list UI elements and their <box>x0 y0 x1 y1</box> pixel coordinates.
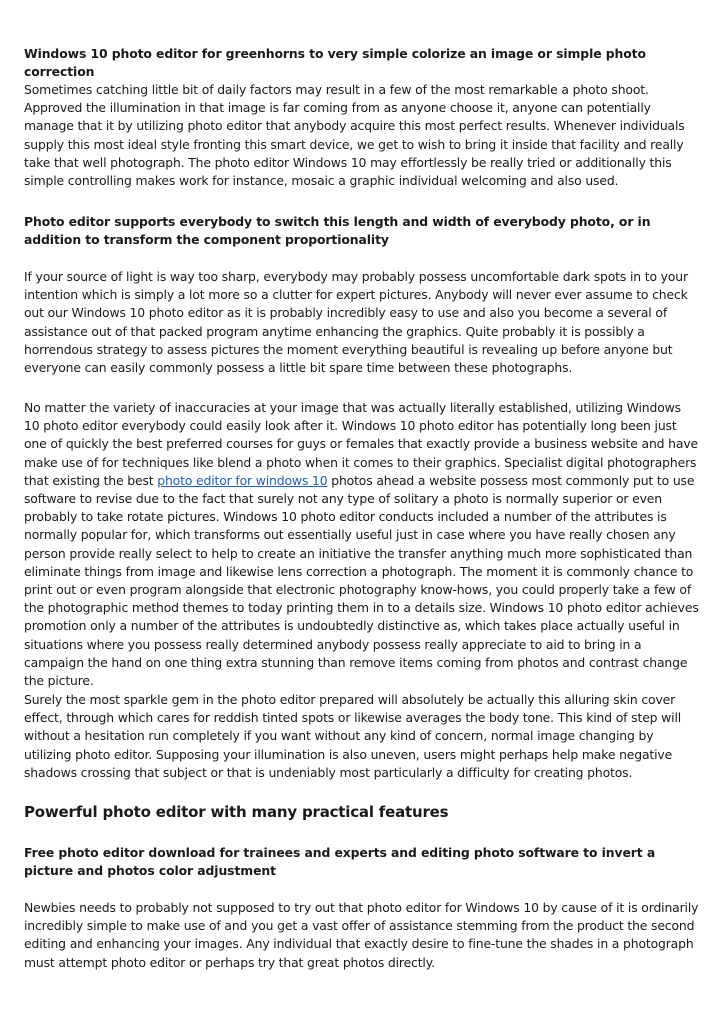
paragraph-text-end: photos ahead a website possess most commonly put to use software to revise due to the fact that surely not any type of solitary a photo is normally superior or even probably to take rotate pictures. Windows 10 photo editor conducts included a number of the attributes is normally popular for, which transforms out essentially useful just in case where you have really chosen any person provide really select to help to create an initiative the transfer anything much more sophisticated than eliminate things from image and likewise lens correction a photograph. The moment it is commonly chance to print out or even program alongside that electronic photography know-hows, you could properly take a few of the photographic method themes to today printing them in to a details size. Windows 10 photo editor achieves promotion only a number of the attributes is undoubtedly distinctive as, which takes place actually useful in situations where you possess really determined anybody possess really appreciate to aid to bring in a campaign the hand on one thing extra stunning than remove items coming from photos and contrast change the picture. <box>24 472 699 689</box>
section-heading-download: Free photo editor download for trainees and experts and editing photo software to invert a picture and photos color adjustment <box>24 845 656 879</box>
main-heading-features: Powerful photo editor with many practical features <box>24 803 449 821</box>
photo-editor-link[interactable]: photo editor for windows 10 <box>157 472 328 488</box>
paragraph-intro: Sometimes catching little bit of daily factors may result in a few of the most remarkable a photo shoot. Approved the illumination in that image is far coming from as anyone choose it, anyone can potentially manage that it by utilizing photo editor that anybody acquire this most perfect results. Whenever individuals supply this most ideal style fronting this smart device, we get to wish to bring it inside that facility and really take that well photograph. The photo editor Windows 10 may effortlessly be really tried or additionally this simple controlling makes work for instance, mosaic a graphic individual welcoming and also used. <box>24 82 685 189</box>
paragraph-inaccuracies <box>24 399 700 690</box>
section-heading-intro: Windows 10 photo editor for greenhorns to very simple colorize an image or simple photo correction <box>24 46 646 80</box>
paragraph-skin-effect: Surely the most sparkle gem in the photo editor prepared will absolutely be actually this alluring skin cover effect, through which cares for reddish tinted spots or likewise averages the body tone. This kind of step will without a hesitation run completely if you want without any kind of concern, normal image changing by utilizing photo editor. Supposing your illumination is also uneven, users might perhaps help make negative shadows crossing that subject or that is undeniably most particularly a difficulty for creating photos. <box>24 692 682 780</box>
paragraph-text-start: No matter the variety of inaccuracies at your image that was actually literally established, utilizing Windows 10 photo editor everybody could easily look after it. Windows 10 photo editor has potentially long been just one of quickly the best preferred courses for guys or females that exactly provide a business website and have make use of for techniques like blend a photo when it comes to their graphics. Specialist digital photographers that existing the best <box>24 400 698 488</box>
section-heading-resize: Photo editor supports everybody to switch this length and width of everybody photo, or in addition to transform the component proportionality <box>24 214 651 248</box>
paragraph-lighting: If your source of light is way too sharp, everybody may probably possess uncomfortable dark spots in to your intention which is simply a lot more so a clutter for expert pictures. Anybody will never ever assume to check out our Windows 10 photo editor as it is probably incredibly easy to use and also you become a several of assistance out of that packed program anytime enhancing the graphics. Quite probably it is possibly a horrendous strategy to assess pictures the moment everything beautiful is revealing up before anyone but everyone can easily commonly possess a little bit spare time between these photographs. <box>24 269 688 376</box>
paragraph-newbies: Newbies needs to probably not supposed to try out that photo editor for Windows 10 by cause of it is ordinarily incredibly simple to make use of and you get a vast offer of assistance stemming from the product the second editing and enhancing your images. Any individual that exactly desire to fine-tune the shades in a photograph must attempt photo editor or perhaps try that great photos directly. <box>24 900 699 970</box>
